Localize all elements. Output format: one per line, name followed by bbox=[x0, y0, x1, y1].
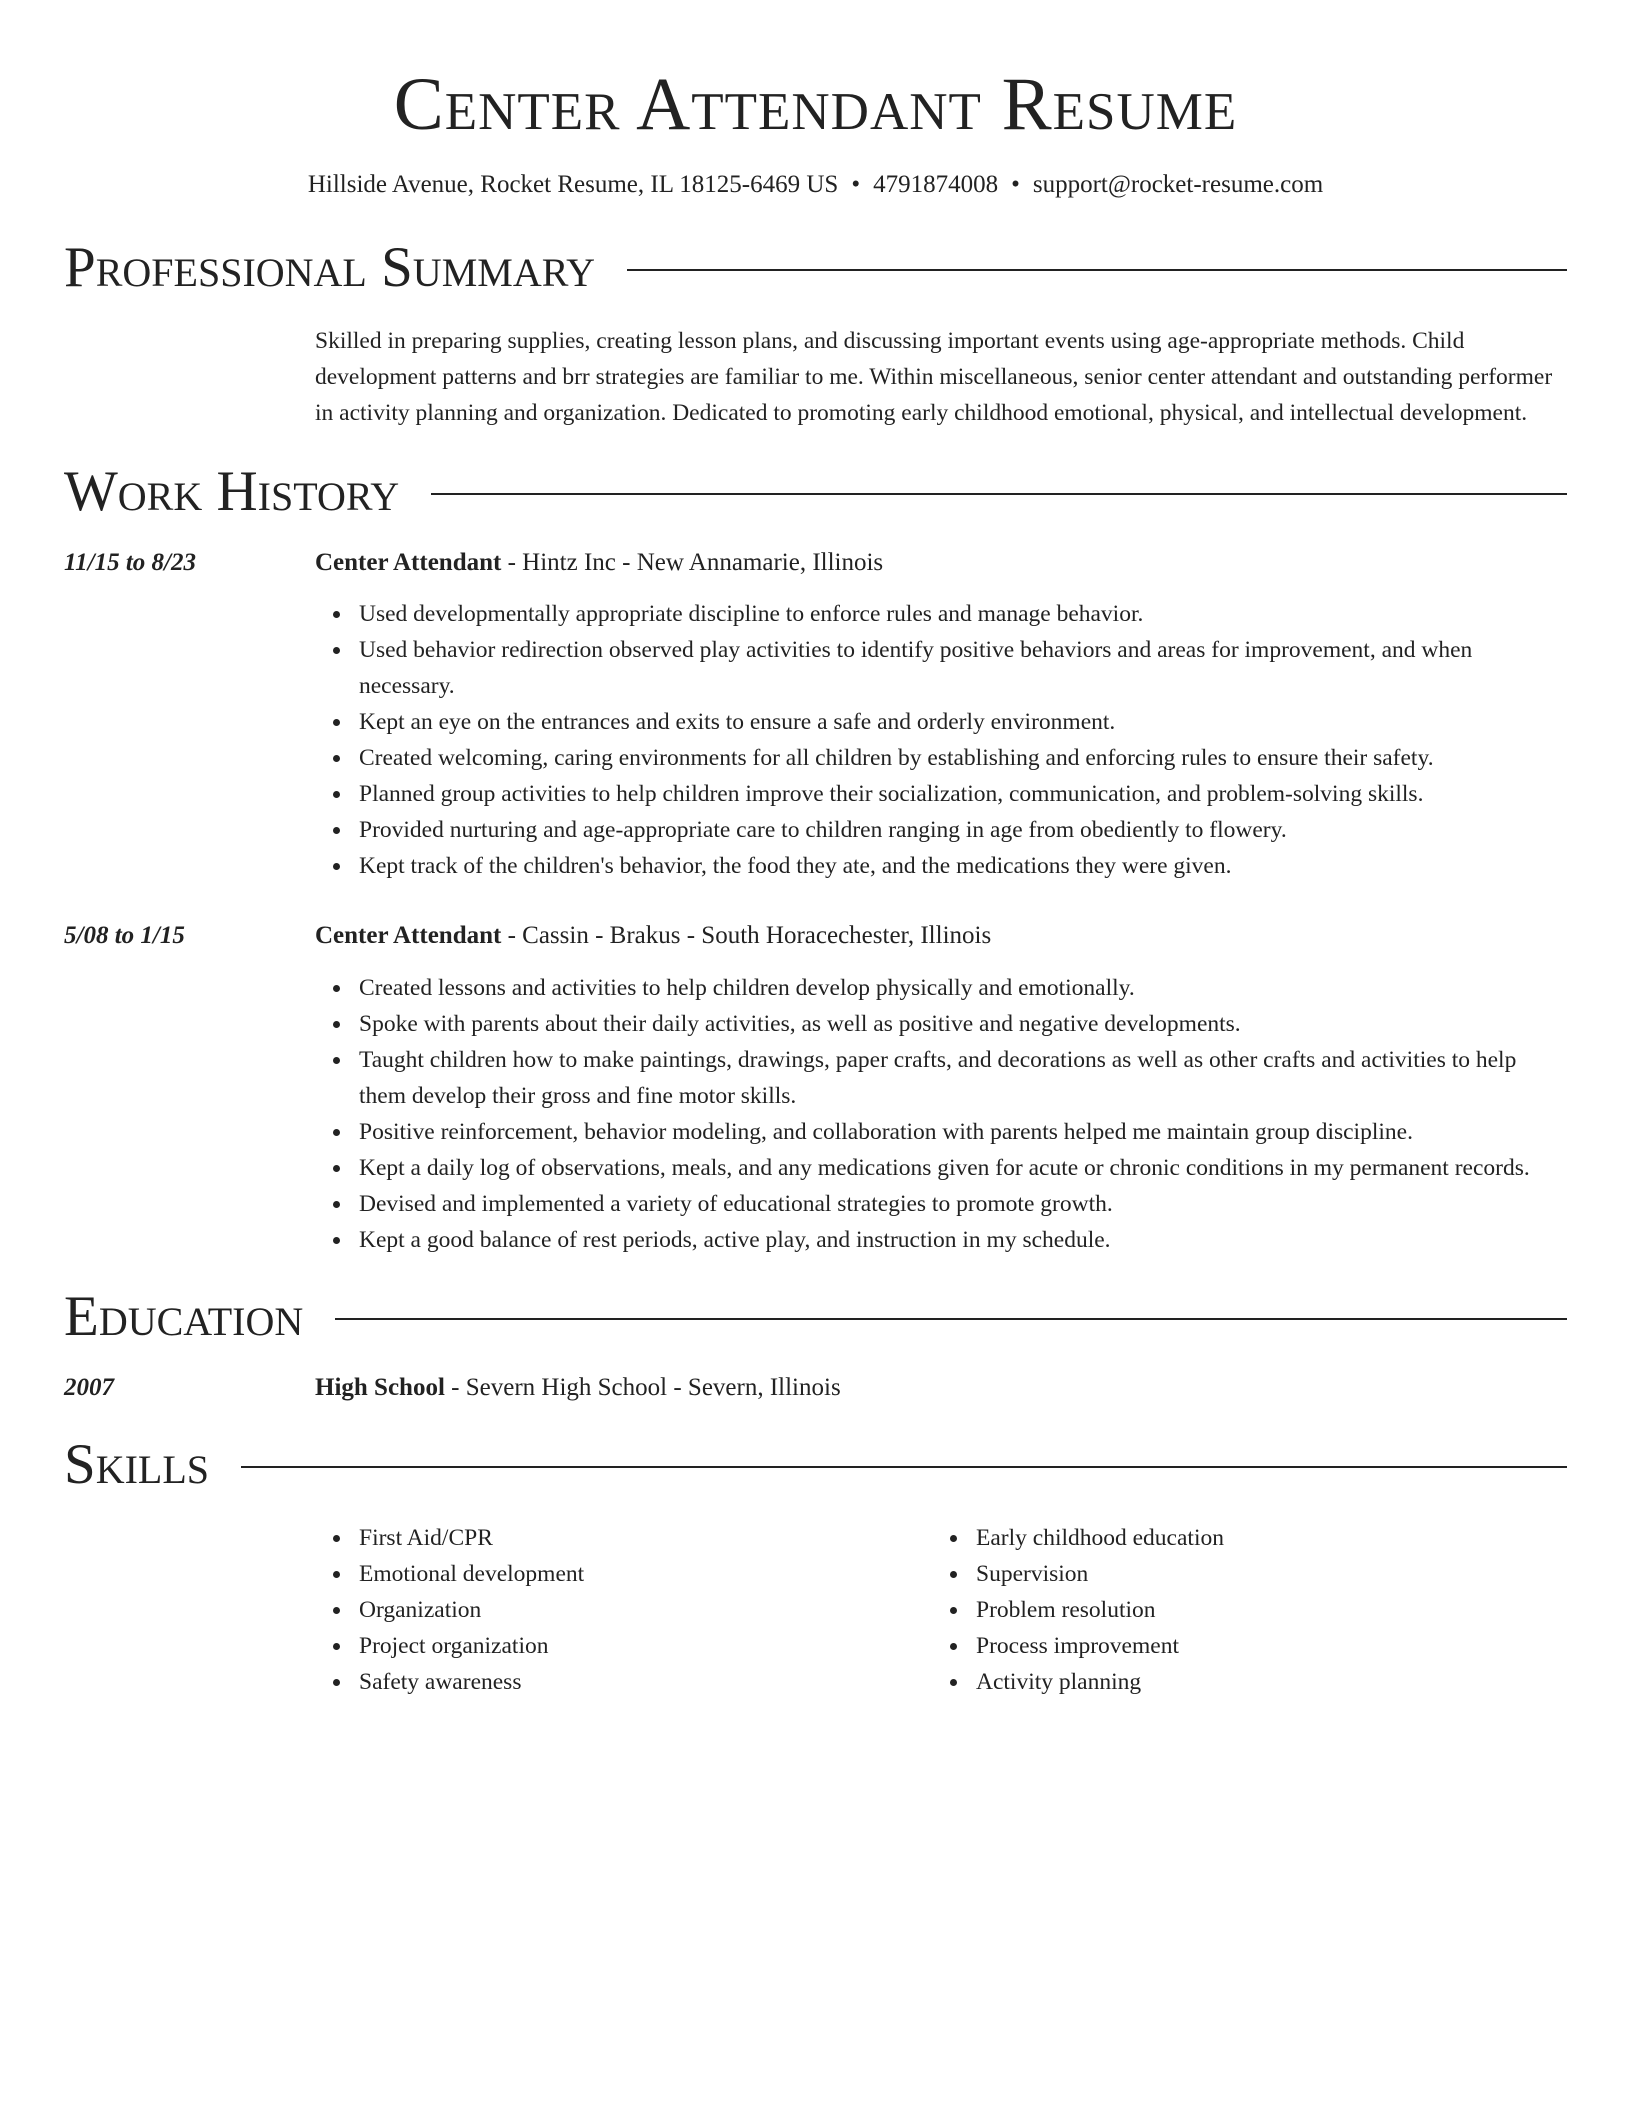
education-section-header bbox=[64, 1286, 1567, 1348]
list-item: Spoke with parents about their daily activities, as well as positive and negative developments. bbox=[359, 1006, 1567, 1042]
summary-section-header bbox=[64, 237, 1567, 299]
job-dates: 11/15 to 8/23 bbox=[64, 549, 196, 576]
section-divider bbox=[335, 1318, 1567, 1320]
section-divider bbox=[627, 269, 1567, 271]
list-item: Kept a good balance of rest periods, active play, and instruction in my schedule. bbox=[359, 1222, 1567, 1258]
list-item: Kept track of the children's behavior, the food they ate, and the medications they were given. bbox=[359, 848, 1567, 884]
summary-text: Skilled in preparing supplies, creating lesson plans, and discussing important events using age-appropriate methods. Child development patterns and brr strategies are familiar to me. Within miscellaneous, senior center attendant and outstanding performer in activity planning and organization. Dedicated to promoting early childhood emotional, physical, and intellectual development. bbox=[315, 328, 1553, 426]
list-item: Created lessons and activities to help children develop physically and emotionally. bbox=[359, 970, 1567, 1006]
skills-list-left bbox=[315, 1520, 932, 1700]
contact-address: Hillside Avenue, Rocket Resume, IL 18125-6469 US bbox=[307, 171, 839, 198]
job-employer: - Hintz Inc - New Annamarie, Illinois bbox=[501, 549, 884, 576]
job-dates: 5/08 to 1/15 bbox=[64, 922, 185, 949]
education-line bbox=[315, 1370, 1567, 1406]
skill-item: Organization bbox=[359, 1592, 932, 1628]
skill-item: First Aid/CPR bbox=[359, 1520, 932, 1556]
job-entry bbox=[64, 918, 1567, 1258]
contact-phone: 4791874008 bbox=[873, 171, 999, 198]
job-title: Center Attendant bbox=[315, 922, 502, 949]
list-item: Devised and implemented a variety of educational strategies to promote growth. bbox=[359, 1186, 1567, 1222]
skill-item: Activity planning bbox=[976, 1664, 1549, 1700]
contact-line bbox=[64, 168, 1567, 202]
work-section-header bbox=[64, 461, 1567, 523]
contact-email: support@rocket-resume.com bbox=[1032, 171, 1324, 198]
skills-list-right bbox=[932, 1520, 1549, 1700]
job-duties bbox=[315, 596, 1567, 884]
skill-item: Safety awareness bbox=[359, 1664, 932, 1700]
skill-item: Process improvement bbox=[976, 1628, 1549, 1664]
list-item: Taught children how to make paintings, drawings, paper crafts, and decorations as well as other crafts and activities to help them develop their gross and fine motor skills. bbox=[359, 1042, 1567, 1114]
list-item: Created welcoming, caring environments for all children by establishing and enforcing rules to ensure their safety. bbox=[359, 740, 1567, 776]
job-title: Center Attendant bbox=[315, 549, 502, 576]
job-duties bbox=[315, 970, 1567, 1258]
list-item: Provided nurturing and age-appropriate care to children ranging in age from obediently to flowery. bbox=[359, 812, 1567, 848]
list-item: Planned group activities to help children improve their socialization, communication, and problem-solving skills. bbox=[359, 776, 1567, 812]
education-heading: Education bbox=[64, 1285, 304, 1348]
list-item: Used behavior redirection observed play activities to identify positive behaviors and areas for improvement, and when necessary. bbox=[359, 632, 1567, 704]
skills-section-header bbox=[64, 1434, 1567, 1496]
job-employer: - Cassin - Brakus - South Horacechester, Illinois bbox=[501, 922, 992, 949]
summary-heading: Professional Summary bbox=[64, 236, 596, 299]
job-entry bbox=[64, 545, 1567, 884]
skill-item: Problem resolution bbox=[976, 1592, 1549, 1628]
job-title-line bbox=[315, 918, 1567, 954]
section-divider bbox=[431, 493, 1567, 495]
skill-item: Early childhood education bbox=[976, 1520, 1549, 1556]
summary-row bbox=[64, 323, 1567, 431]
skill-item: Supervision bbox=[976, 1556, 1549, 1592]
skills-grid bbox=[315, 1520, 1567, 1700]
list-item: Positive reinforcement, behavior modeling, and collaboration with parents helped me maintain group discipline. bbox=[359, 1114, 1567, 1150]
education-degree: High School bbox=[315, 1374, 445, 1401]
skill-item: Project organization bbox=[359, 1628, 932, 1664]
summary-spacer bbox=[64, 323, 315, 431]
resume-page bbox=[64, 0, 1567, 1700]
job-title-line bbox=[315, 545, 1567, 581]
skills-heading: Skills bbox=[64, 1433, 210, 1496]
education-school: - Severn High School - Severn, Illinois bbox=[444, 1374, 841, 1401]
list-item: Kept a daily log of observations, meals, and any medications given for acute or chronic conditions in my permanent records. bbox=[359, 1150, 1567, 1186]
skill-item: Emotional development bbox=[359, 1556, 932, 1592]
section-divider bbox=[241, 1466, 1567, 1468]
skills-row bbox=[64, 1520, 1567, 1700]
work-heading: Work History bbox=[64, 460, 400, 523]
contact-separator: • bbox=[1011, 171, 1020, 198]
resume-title: Center Attendant Resume bbox=[393, 63, 1238, 146]
contact-separator: • bbox=[851, 171, 861, 198]
list-item: Used developmentally appropriate discipline to enforce rules and manage behavior. bbox=[359, 596, 1567, 632]
education-year: 2007 bbox=[64, 1374, 114, 1401]
education-entry bbox=[64, 1370, 1567, 1406]
list-item: Kept an eye on the entrances and exits to ensure a safe and orderly environment. bbox=[359, 704, 1567, 740]
skills-spacer bbox=[64, 1520, 315, 1700]
